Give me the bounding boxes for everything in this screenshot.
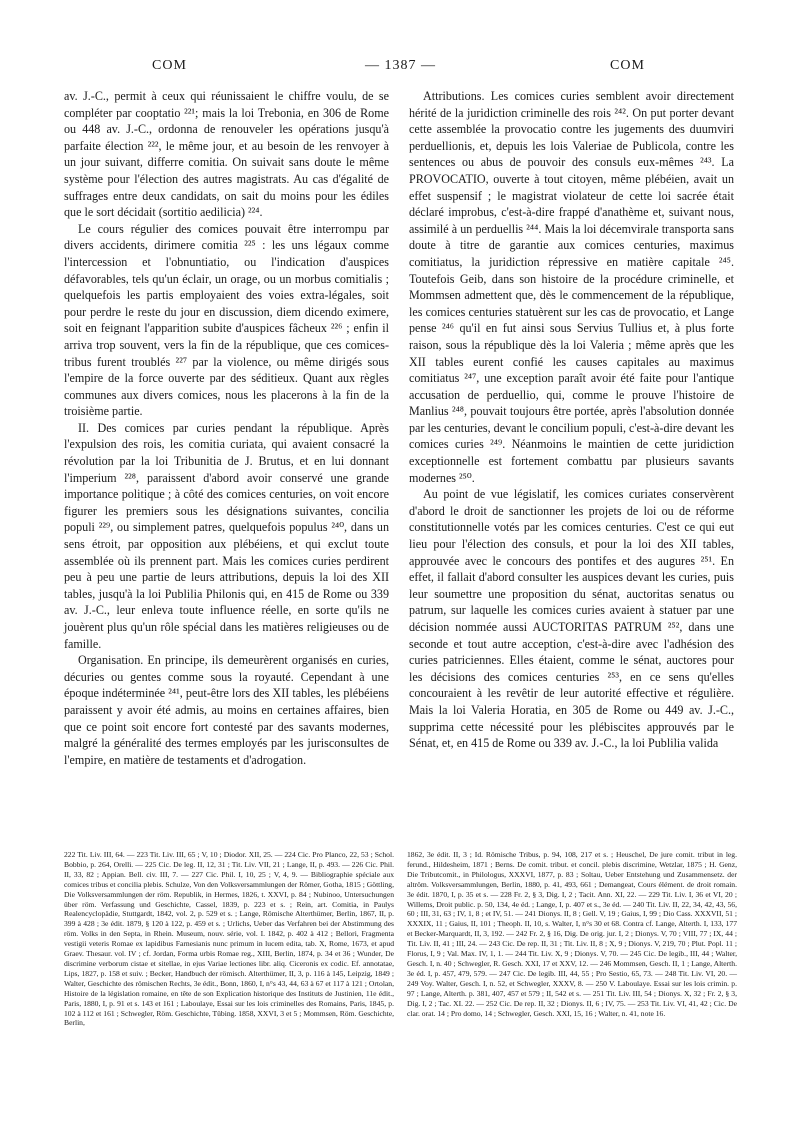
paragraph: Au point de vue législatif, les comices curiates conservèrent d'abord le droit de sanctionner les projets de loi ou de réforme constitutionnelle votés par les comices centuries. C'est ce qui eut lieu pour l'élection des consuls, et pour la loi des XII tables, approuvée avec le concours des pontifes et des augures ²⁵¹. En effet, il fallait d'abord consulter les auspices devant les curies, puis leur soumettre une proposition du sénat, auctoritas senatus ou patrum, sur laquelle les comices curies avaient à statuer par une décision nommée aussi AUCTORITAS PATRUM ²⁵², dans une seconde et tout autre acception, c'est-à-dire avec l'adhésion des curies patriciennes. Elles étaient, comme le sénat, auctores pour les décisions des comices centuries ²⁵³, en ce sens qu'elles concouraient à les revêtir de leur autorité effective et régulière. Mais la loi Valeria Horatia, en 305 de Rome ou 449 av. J.-C., supprima cette nécessité pour les plébiscites approuvés par le Sénat, et, en 415 de Rome ou 339 av. J.-C., la loi Publilia valida [409, 487, 734, 751]
paragraph: II. Des comices par curies pendant la république. Après l'expulsion des rois, les comitia curiata, qui avaient consacré la révolution par la loi Tribunitia de J. Brutus, et en lui donnant l'imperium ²²⁸, paraissent d'abord avoir conservé une grande importance politique ; à côté des comices centuries, on voit encore figurer les premiers sous les désignations suivantes, concilia populi ²²⁹, ou simplement patres, quelquefois populus ²⁴⁰, dans un sens étroit, par opposition aux plébéiens, et qui exclut toute assemblée où ils prennent part. Mais les comices curies perdirent peu à peu une partie de leurs attributions, depuis la loi des XII tables, jusqu'à la loi Publilia Philonis qui, en 415 de Rome ou 339 av. J.-C., leur enleva toute influence réelle, en sorte qu'ils ne jouèrent plus qu'un rôle spécial dans les matières religieuses ou de famille. [64, 420, 389, 651]
page-header [0, 58, 800, 78]
paragraph: Attributions. Les comices curies semblent avoir directement hérité de la juridiction criminelle des rois ²⁴². On put porter devant cette assemblée la provocatio contre les jugements des duumviri perduellionis, et, depuis les lois Valeriae de Publicola, contre les sentences ou abus de pouvoir des consuls eux-mêmes ²⁴³. La PROVOCATIO, ouverte à tout citoyen, même plébéien, avait un effet suspensif ; le magistrat violateur de cette loi sacrée était déclaré improbus, c'est-à-dire frappé d'anathème et, suivant nous, assimilé à un perduellis ²⁴⁴. Mais la loi décemvirale transporta sans doute à titre de garantie aux comices centuries, maximus comitiatus, la juridiction répressive en matière capitale ²⁴⁵. Toutefois Geib, dans son histoire de la procédure criminelle, et Mommsen admettent que, dès le commencement de la république, les comices centuries statuèrent sur les cas de provocatio, et Lange pense ²⁴⁶ qu'il en fut ainsi sous Servius Tullius et, à plus forte raison, sous la république dès la loi Valeria ; même après que les XII tables eurent confié les causes capitales au maximus comitiatus ²⁴⁷, une exception paraît avoir été faite pour l'antique accusation de perduellio, qui, comme le prouve l'histoire de Manlius ²⁴⁸, pouvait toujours être portée, après l'absolution donnée par les centuries, devant le concilium populi, c'est-à-dire devant les comices curies ²⁴⁹. Néanmoins le maintien de cette juridiction exceptionnelle est fortement combattu par plusieurs savants modernes ²⁵⁰. [409, 89, 734, 485]
page-number: — 1387 — [365, 58, 436, 73]
footnote-text: 1862, 3e édit. II, 3 ; Id. Römische Tribus, p. 94, 108, 217 et s. ; Heuschel, De jure comit. tribut in leg. ferund., Hildesheim, 1871 ; Berns. De comit. tribut. et concil. plebis discrimine, Wetzlar, 1875 ; H. Genz, Die Tributcomit., in Philologus, XXXVI, 1877, p. 83 ; Soltau, Ueber Entstehung und Zusammensetz. der altröm. Volksversammlungen, Berlin, 1880, p. 41, 493, 661 ; Demangeat, Cours élément. de droit romain. 3e édit. 1870, I, p. 35 et s. — 228 Fr. 2, § 3, Dig. I, 2 ; Tacit. Ann. XI, 22. — 229 Tit. Liv. I, 36 et VI, 20 ; Willems, Droit public. p. 50, 134, 4e éd. ; Lange, I, p. 407 et s., 3e éd. — 240 Tit. Liv. II, 22, 34, 42, 43, 56, 60 ; III, 31, 63 ; IV, 1, 8 ; et IV, 51. — 241 Dionys. II, 8 ; Gell. V, 19 ; Gaius, I, 99 ; Dio Cass. XXXVII, 51 ; XXXIX, 11 ; Gaius, II, 101 ; Theoph. II, 10, s. Walter, I, n°s 30 et 68. Contra cf. Lange, Alterth. I, 133, 177 et Becker-Marquardt, II, 3, 192. — 242 Fr. 2, § 16, Dig. De orig. jur. I, 2 ; Dionys. V, 70 ; VIII, 77 ; IX, 44 ; Tit. Liv. II, 41 ; III, 24. — 243 Cic. De rep. II, 31 ; Tit. Liv. II, 8 ; X, 9 ; Dionys. V, 219, 70 ; Plut. Popl. 11 ; Florus, I, 9 ; Val. Max. IV, 1, 1. — 244 Tit. Liv. X, 9 ; Dionys. V, 70. — 245 Cic. De legib., III, 44 ; Walter, Gesch. I, n. 40 ; Schwegler, R. Gesch. XXI, 17 et XXV, 12. — 246 Mommsen, Gesch. II, 1 ; Lange, Alterth. 3e éd. I, p. 457, 479, 579. — 247 Cic. De legib. III, 44, 55 ; Pro Sestio, 65, 73. — 248 Tit. Liv. VI, 20. — 249 Voy. Walter, Gesch. I, n. 52, et Schwegler, XXXV, 8. — 250 V. Laboulaye. Essai sur les lois crimin. p. 97 ; Lange, Alterth. p. 381, 407, 457 et 579 ; II, 542 et s. — 251 Tit. Liv. III, 54 ; Dionys. X, 32 ; Fr. 2, § 3, Dig. I, 2 ; Tac. XI. 22. — 252 Cic. De rep. II, 32 ; Dionys. II, 6 ; IV, 75. — 253 Tit. Liv. VI, 41, 42 ; Cic. De clar. orat. 14 ; Pro domo, 14 ; Schwegler, Gesch. XXI, 15, 16 ; Walter, n. 41, note 16. [407, 850, 737, 1018]
header-right-entry: COM [610, 58, 645, 73]
paragraph: Le cours régulier des comices pouvait être interrompu par divers accidents, dirimere comitia ²²⁵ : les uns légaux comme l'intercession et l'obnuntiatio, ou l'indication d'auspices défavorables, tels qu'un éclair, un orage, ou un morbus comitialis ; quelquefois les partis employaient des voies extra-légales, soit pour perdre le reste du jour en discussion, diem dicendo eximere, soit en feignant l'apparition subite d'auspices fâcheux ²²⁶ ; enfin il arriva trop souvent, vers la fin de la république, que ces comices-tribus furent troublés ²²⁷ par la violence, ou même dirigés sous l'empire de la force ouverte par des séditieux. Quant aux règles communes aux divers comices, nous les placerons à la fin de la troisième partie. [64, 221, 389, 419]
footnotes-left [64, 850, 394, 1028]
header-left-entry: COM [152, 58, 187, 73]
right-column [409, 88, 734, 752]
left-column [64, 88, 389, 768]
footnote-text: 222 Tit. Liv. III, 64. — 223 Tit. Liv. III, 65 ; V, 10 ; Diodor. XII, 25. — 224 Cic. Pro Planco, 22, 53 ; Schol. Bobbio, p. 264, Orelli. — 225 Cic. De leg. II, 12, 31 ; Tit. Liv. VII, 21 ; Lange, II, p. 493. — 226 Cic. Phil. II, 33, 82 ; Appian. Bell. civ. III, 7. — 227 Cic. Phil. I, 10, 25 ; V, 4, 9. — Bibliographie spéciale aux comices tribus et concilia plebis. Schulze, Von den Volksversammlungen der Römer, Gotha, 1815 ; Göttling, Die Volksversammlungen der röm. Republik, in Hermes, 1826, t. XXVI, p. 84 ; Nubinoo, Untersuchungen über röm. Verfassung und Geschichte, Cassel, 1839, p. 223 et s. ; Rein, art. Comitia, in Paulys Realencyclopädie, Stuttgardt, 1842, vol. 2, p. 529 et s. ; Lange, Römische Alterthümer, Berlin, 1867, II, p. 399 à 428 ; 3e édit. 1879, § 120 à 122, p. 459 et s. ; Urlichs, Ueber das Verfahren bei der Abstimmung des röm. Volks in den Septa, in Rhein. Museum, nouv. série, vol. I. 1842, p. 402 à 412 ; Bellori, Fragmenta vestigii veteris Romae ex lapidibus Farnesianis nunc primum in lucem edita, tab. X, Rome, 1673, et apud Graev. Thesaur. vol. IV ; cf. Jordan, Forma urbis Romae reg., XIII, Berlin, 1874, p. 34 et 36 ; Wunder, De discrimine verborum cistae et sitellae, in ejus Variae lectiones libr. aliq. Ciceronis ex codic. Ef. annotatae, Lips, 1827, p. 158 et suiv. ; Becker, Handbuch der römisch. Alterthümer, II, 3, p. 116 à 145, Leipzig, 1849 ; Walter, Geschichte des römischen Rechts, 3e édit., Bonn, 1860, I, n°s 43, 44, 63 à 67 et 117 à 121 ; Ortolan, Histoire de la législation romaine, en tête de son Explication historique des Instituts de Justinien, 11e édit., Paris, 1880, I, p. 91 et s. 143 et 161 ; Laboulaye, Essai sur les lois criminelles des Romains, Paris, 1845, p. 102 à 112 et 161 ; Schwegler, Röm. Geschichte, Tübing. 1858, XXVI, 3 et 5 ; Mommsen, Röm. Geschichte, Berlin, [64, 850, 394, 1028]
paragraph: Organisation. En principe, ils demeurèrent organisés en curies, décuries ou gentes comme sous la royauté. Cependant à une époque indéterminée ²⁴¹, peut-être lors des XII tables, les plébéiens paraissent y avoir été admis, au moins en certaines affaires, bien que ce point soit encore fort contesté par des savants modernes, malgré la généralité des termes employés par les jurisconsultes de l'empire, en matière de testaments et d'adrogation. [64, 653, 389, 767]
footnotes-right [407, 850, 737, 1018]
paragraph: av. J.-C., permit à ceux qui réunissaient le chiffre voulu, de se compléter par cooptatio ²²¹; mais la loi Trebonia, en 306 de Rome ou 448 av. J.-C., ordonna de renouveler les opérations jusqu'à parfaite élection ²²², le même jour, et au besoin de les renvoyer à un jour suivant, differre comitia. On suivait sans doute le même système pour l'élection des autres magistrats. Au cas d'égalité de suffrages entre deux candidats, on sait du moins pour les édiles que le sort décidait (sortitio aedilicia) ²²⁴. [64, 89, 389, 220]
